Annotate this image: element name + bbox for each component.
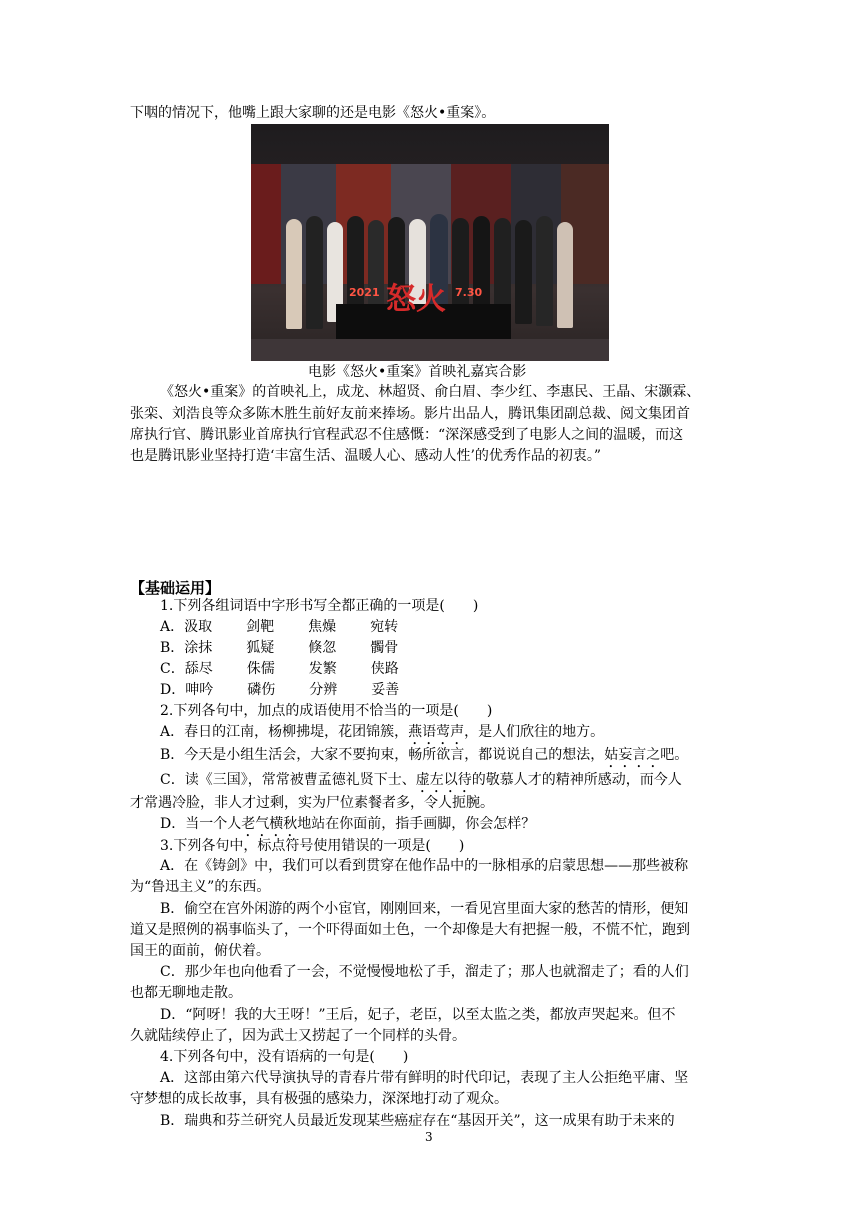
q3-line: D．“阿呀！我的大王呀！”王后，妃子，老臣，以至太监之类，都放声哭起来。但不 [160,1007,676,1023]
q1-option-d: D．呻吟 磷伤 分辨 妥善 [160,682,400,698]
section-title: 【基础运用】 [130,579,221,597]
q3-line: 为“鲁迅主义”的东西。 [130,879,271,895]
dotted-idiom: 虚左以待 [415,772,472,788]
floor [251,339,609,361]
q1-option-c: C．舔尽 侏儒 发繁 侠路 [160,661,399,677]
q4-stem: 4.下列各句中，没有语病的一句是( ) [160,1049,409,1065]
intro-line: 下咽的情况下，他嘴上跟大家聊的还是电影《怒火•重案》。 [130,105,496,121]
year-text: 2021 [349,286,380,299]
q2-stem: 2.下列各句中，加点的成语使用不恰当的一项是( ) [160,703,493,719]
q4-line: 守梦想的成长故事，具有极强的感染力，深深地打动了观众。 [130,1091,508,1107]
article-line: 《怒火•重案》的首映礼上，成龙、林超贤、俞白眉、李少红、李惠民、王晶、宋灏霖、 [160,384,701,400]
q2-option-c-cont: 才常遇冷脸，非人才过剩，实为尸位素餐者多，令人扼腕。 [130,795,494,811]
q3-line: 也都无聊地走散。 [130,985,242,1001]
guest-figure [557,222,573,328]
guest-figure [306,216,323,329]
date-text: 7.30 [455,286,483,299]
dotted-idiom: 姑妄言之 [604,747,661,763]
page-number: 3 [425,1130,433,1144]
guest-figure [536,216,553,326]
q2-option-b: B．今天是小组生活会，大家不要拘束，畅所欲言，都说说自己的想法，姑妄言之吧。 [160,747,689,763]
q2-option-c: C．读《三国》，常常被曹孟德礼贤下士、虚左以待的敬慕人才的精神所感动，而今人 [160,772,682,788]
film-logo: 怒火 [386,282,446,317]
premiere-group-photo [251,124,609,361]
article-line: 也是腾讯影业坚持打造‘丰富生活、温暖人心、感动人性’的优秀作品的初衷。” [130,448,602,464]
q1-option-a: A．汲取 剑靶 焦燥 宛转 [160,619,399,635]
q3-line: 国王的面前，俯伏着。 [130,943,270,959]
q3-line: 道又是照例的祸事临头了，一个吓得面如土色，一个却像是大有把握一般，不慌不忙，跑到 [130,922,690,938]
q4-line: B．瑞典和芬兰研究人员最近发现某些癌症存在“基因开关”，这一成果有助于未来的 [160,1113,675,1129]
q1-stem: 1.下列各组词语中字形书写全都正确的一项是( ) [160,598,479,614]
article-line: 席执行官、腾讯影业首席执行官程武忍不住感慨：“深深感受到了电影人之间的温暖，而这 [130,427,684,443]
dotted-idiom: 燕语莺声 [408,724,465,740]
q3-line: B．偷空在宫外闲游的两个小宦官，刚刚回来，一看见宫里面大家的愁苦的情形，便知 [160,901,689,917]
guest-figure [286,219,302,329]
q4-line: A．这部由第六代导演执导的青春片带有鲜明的时代印记，表现了主人公拒绝平庸、坚 [160,1070,689,1086]
q2-option-a: A．春日的江南，杨柳拂堤，花团锦簇，燕语莺声，是人们欣往的地方。 [160,724,605,740]
dotted-idiom: 老气横秋 [241,816,298,832]
poster-panel [251,164,281,284]
q3-line: C．那少年也向他看了一会，不觉慢慢地松了手，溜走了；那人也就溜走了；看的人们 [160,964,689,980]
q3-line: A．在《铸剑》中，我们可以看到贯穿在他作品中的一脉相承的启蒙思想——那些被称 [160,858,689,874]
article-line: 张栾、刘浩良等众多陈木胜生前好友前来捧场。影片出品人，腾讯集团副总裁、阅文集团首 [130,406,690,422]
q1-option-b: B．涂抹 狐疑 倏忽 髑骨 [160,640,399,656]
photo-caption: 电影《怒火•重案》首映礼嘉宾合影 [308,364,527,380]
q3-line: 久就陆续停止了，因为武士又捞起了一个同样的头骨。 [130,1028,466,1044]
q2-option-d: D．当一个人老气横秋地站在你面前，指手画脚，你会怎样？ [160,816,536,832]
q3-stem: 3.下列各句中，标点符号使用错误的一项是( ) [160,838,465,854]
guest-figure [515,220,532,324]
